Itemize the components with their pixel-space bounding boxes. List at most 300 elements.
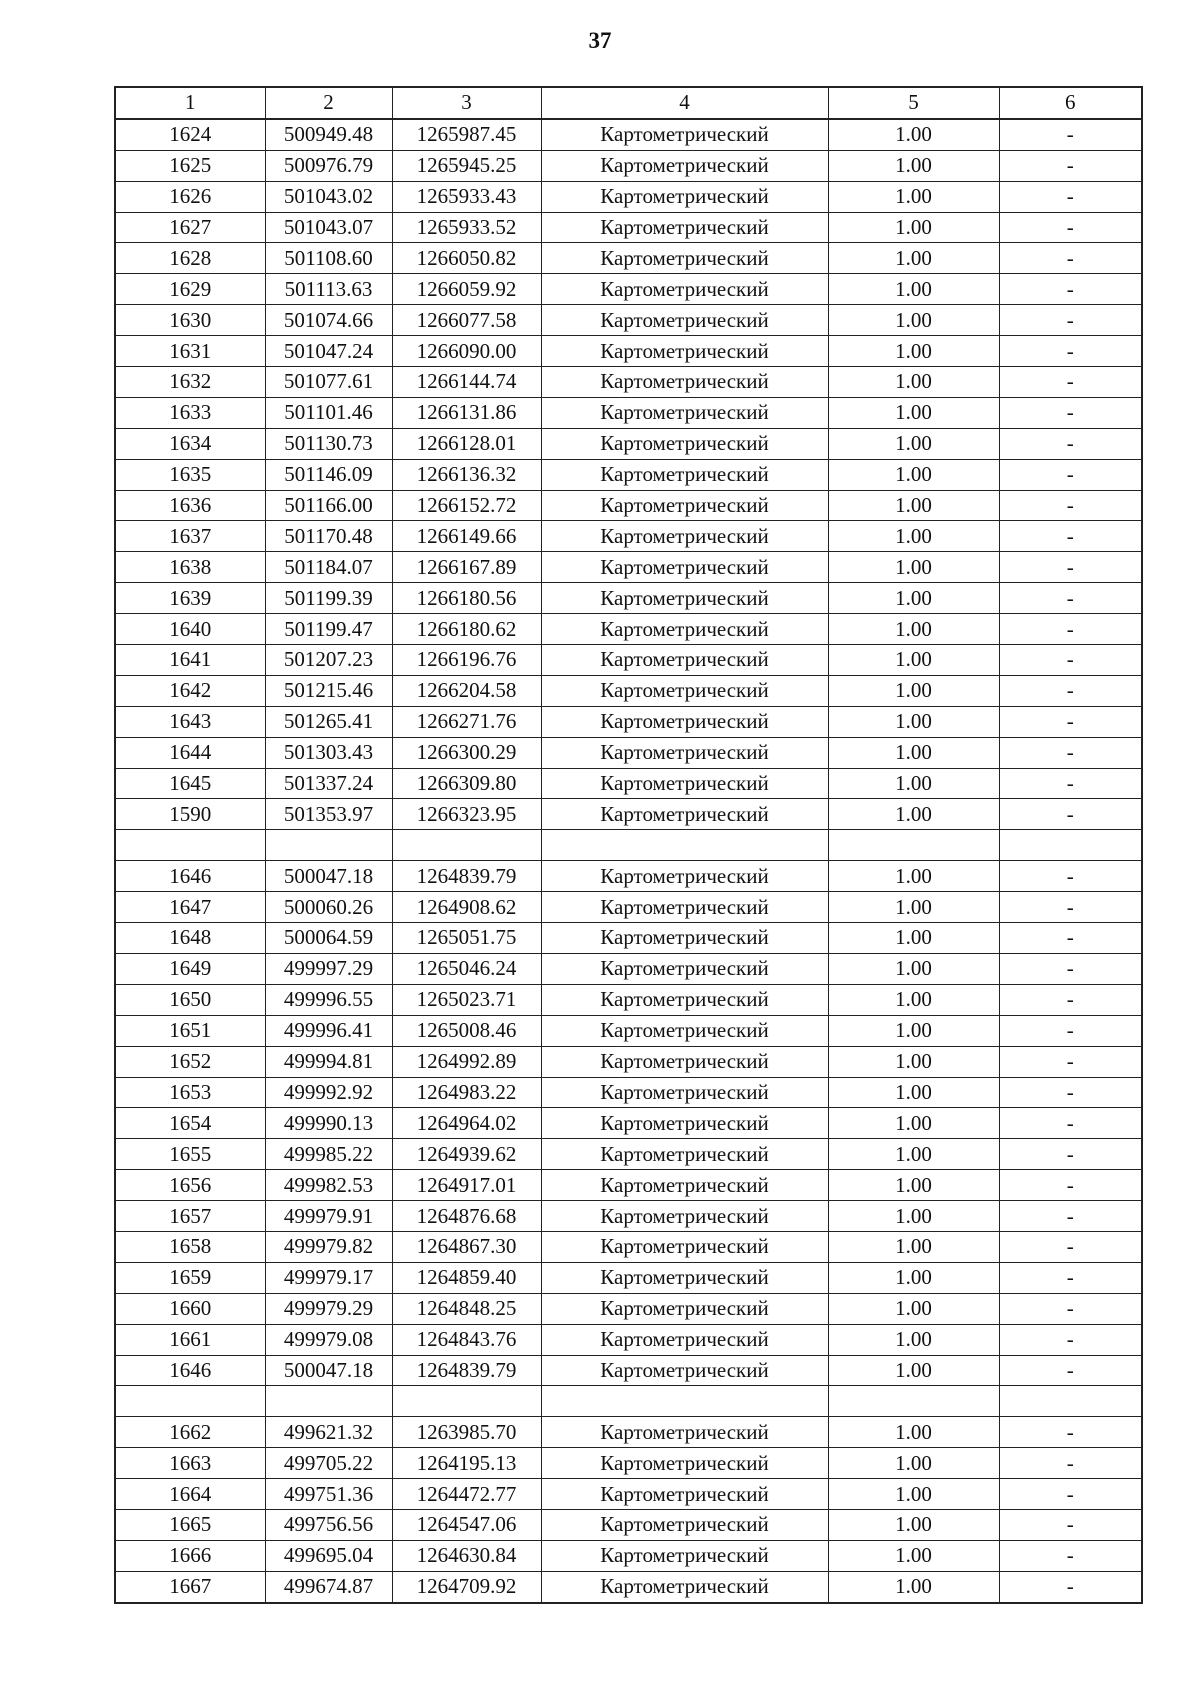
note-cell: - (999, 1293, 1142, 1324)
y-coordinate-cell: 1266323.95 (392, 799, 541, 830)
note-cell: - (999, 212, 1142, 243)
accuracy-cell: 1.00 (828, 1417, 999, 1448)
method-cell: Картометрический (541, 923, 828, 954)
method-cell: Картометрический (541, 212, 828, 243)
method-cell: Картометрический (541, 737, 828, 768)
x-coordinate-cell: 501043.02 (265, 181, 392, 212)
accuracy-cell: 1.00 (828, 428, 999, 459)
table-row (115, 521, 1142, 552)
point-number-cell: 1657 (115, 1201, 265, 1232)
y-coordinate-cell: 1264859.40 (392, 1262, 541, 1293)
y-coordinate-cell: 1265987.45 (392, 119, 541, 150)
accuracy-cell: 1.00 (828, 181, 999, 212)
table-row (115, 583, 1142, 614)
point-number-cell: 1640 (115, 614, 265, 645)
table-row (115, 1046, 1142, 1077)
method-cell: Картометрический (541, 1015, 828, 1046)
accuracy-cell: 1.00 (828, 490, 999, 521)
y-coordinate-cell: 1264908.62 (392, 892, 541, 923)
method-cell: Картометрический (541, 243, 828, 274)
coordinates-table (114, 86, 1143, 1604)
note-cell: - (999, 150, 1142, 181)
point-number-cell: 1662 (115, 1417, 265, 1448)
accuracy-cell: 1.00 (828, 521, 999, 552)
accuracy-cell: 1.00 (828, 1108, 999, 1139)
point-number-cell (115, 1386, 265, 1417)
table-body (115, 119, 1142, 1603)
x-coordinate-cell: 501265.41 (265, 706, 392, 737)
x-coordinate-cell: 500060.26 (265, 892, 392, 923)
x-coordinate-cell: 500047.18 (265, 1355, 392, 1386)
table-row (115, 1170, 1142, 1201)
accuracy-cell: 1.00 (828, 984, 999, 1015)
table-row (115, 490, 1142, 521)
y-coordinate-cell: 1265008.46 (392, 1015, 541, 1046)
y-coordinate-cell: 1264867.30 (392, 1231, 541, 1262)
point-number-cell: 1624 (115, 119, 265, 150)
x-coordinate-cell: 501047.24 (265, 336, 392, 367)
y-coordinate-cell: 1266136.32 (392, 459, 541, 490)
note-cell: - (999, 675, 1142, 706)
point-number-cell: 1633 (115, 397, 265, 428)
method-cell: Картометрический (541, 552, 828, 583)
accuracy-cell: 1.00 (828, 1015, 999, 1046)
accuracy-cell: 1.00 (828, 1355, 999, 1386)
note-cell: - (999, 428, 1142, 459)
column-header: 2 (265, 87, 392, 119)
y-coordinate-cell: 1266059.92 (392, 274, 541, 305)
accuracy-cell: 1.00 (828, 1077, 999, 1108)
method-cell: Картометрический (541, 397, 828, 428)
x-coordinate-cell: 500064.59 (265, 923, 392, 954)
table-row (115, 1139, 1142, 1170)
y-coordinate-cell: 1266204.58 (392, 675, 541, 706)
point-number-cell: 1649 (115, 953, 265, 984)
point-number-cell: 1663 (115, 1448, 265, 1479)
point-number-cell: 1646 (115, 1355, 265, 1386)
accuracy-cell: 1.00 (828, 614, 999, 645)
table-row (115, 1417, 1142, 1448)
method-cell: Картометрический (541, 1417, 828, 1448)
table-row (115, 1571, 1142, 1602)
table-row (115, 923, 1142, 954)
x-coordinate-cell: 499979.29 (265, 1293, 392, 1324)
table-row (115, 274, 1142, 305)
table-row (115, 1262, 1142, 1293)
accuracy-cell: 1.00 (828, 243, 999, 274)
x-coordinate-cell: 501130.73 (265, 428, 392, 459)
table-row (115, 1355, 1142, 1386)
method-cell: Картометрический (541, 1355, 828, 1386)
y-coordinate-cell: 1264917.01 (392, 1170, 541, 1201)
table-row (115, 336, 1142, 367)
y-coordinate-cell: 1266271.76 (392, 706, 541, 737)
method-cell: Картометрический (541, 1170, 828, 1201)
x-coordinate-cell: 499695.04 (265, 1540, 392, 1571)
y-coordinate-cell: 1264709.92 (392, 1571, 541, 1602)
point-number-cell: 1648 (115, 923, 265, 954)
note-cell: - (999, 274, 1142, 305)
x-coordinate-cell: 501146.09 (265, 459, 392, 490)
y-coordinate-cell: 1264964.02 (392, 1108, 541, 1139)
point-number-cell: 1635 (115, 459, 265, 490)
y-coordinate-cell: 1265023.71 (392, 984, 541, 1015)
y-coordinate-cell: 1265051.75 (392, 923, 541, 954)
x-coordinate-cell: 501353.97 (265, 799, 392, 830)
y-coordinate-cell: 1265945.25 (392, 150, 541, 181)
accuracy-cell: 1.00 (828, 1293, 999, 1324)
table-row (115, 830, 1142, 861)
x-coordinate-cell: 499982.53 (265, 1170, 392, 1201)
method-cell: Картометрический (541, 459, 828, 490)
table-row (115, 1108, 1142, 1139)
table-row (115, 243, 1142, 274)
method-cell: Картометрический (541, 336, 828, 367)
table-row (115, 428, 1142, 459)
y-coordinate-cell: 1264992.89 (392, 1046, 541, 1077)
y-coordinate-cell: 1264983.22 (392, 1077, 541, 1108)
point-number-cell: 1631 (115, 336, 265, 367)
point-number-cell: 1660 (115, 1293, 265, 1324)
table-row (115, 861, 1142, 892)
x-coordinate-cell: 499979.17 (265, 1262, 392, 1293)
method-cell: Картометрический (541, 1231, 828, 1262)
x-coordinate-cell: 499756.56 (265, 1509, 392, 1540)
accuracy-cell: 1.00 (828, 552, 999, 583)
column-header: 4 (541, 87, 828, 119)
y-coordinate-cell: 1265933.52 (392, 212, 541, 243)
note-cell: - (999, 1046, 1142, 1077)
note-cell: - (999, 1139, 1142, 1170)
method-cell: Картометрический (541, 768, 828, 799)
y-coordinate-cell: 1264939.62 (392, 1139, 541, 1170)
x-coordinate-cell: 501101.46 (265, 397, 392, 428)
method-cell: Картометрический (541, 1139, 828, 1170)
note-cell: - (999, 305, 1142, 336)
x-coordinate-cell: 499996.55 (265, 984, 392, 1015)
accuracy-cell: 1.00 (828, 1170, 999, 1201)
x-coordinate-cell: 501113.63 (265, 274, 392, 305)
point-number-cell: 1646 (115, 861, 265, 892)
table-row (115, 1015, 1142, 1046)
note-cell: - (999, 953, 1142, 984)
x-coordinate-cell: 501184.07 (265, 552, 392, 583)
method-cell: Картометрический (541, 645, 828, 676)
x-coordinate-cell: 501166.00 (265, 490, 392, 521)
table-row (115, 1324, 1142, 1355)
method-cell: Картометрический (541, 490, 828, 521)
y-coordinate-cell: 1264876.68 (392, 1201, 541, 1232)
table-row (115, 799, 1142, 830)
point-number-cell (115, 830, 265, 861)
note-cell: - (999, 367, 1142, 398)
y-coordinate-cell: 1266144.74 (392, 367, 541, 398)
note-cell: - (999, 1015, 1142, 1046)
table-row (115, 212, 1142, 243)
table-row (115, 1479, 1142, 1510)
method-cell: Картометрический (541, 428, 828, 459)
accuracy-cell (828, 830, 999, 861)
point-number-cell: 1647 (115, 892, 265, 923)
y-coordinate-cell: 1265933.43 (392, 181, 541, 212)
x-coordinate-cell (265, 830, 392, 861)
note-cell: - (999, 1324, 1142, 1355)
note-cell (999, 830, 1142, 861)
accuracy-cell: 1.00 (828, 367, 999, 398)
method-cell: Картометрический (541, 1448, 828, 1479)
point-number-cell: 1636 (115, 490, 265, 521)
accuracy-cell: 1.00 (828, 1479, 999, 1510)
note-cell: - (999, 799, 1142, 830)
method-cell: Картометрический (541, 1509, 828, 1540)
x-coordinate-cell: 500047.18 (265, 861, 392, 892)
note-cell: - (999, 119, 1142, 150)
point-number-cell: 1661 (115, 1324, 265, 1355)
point-number-cell: 1638 (115, 552, 265, 583)
point-number-cell: 1658 (115, 1231, 265, 1262)
y-coordinate-cell: 1266131.86 (392, 397, 541, 428)
table-row (115, 614, 1142, 645)
method-cell: Картометрический (541, 1046, 828, 1077)
accuracy-cell: 1.00 (828, 923, 999, 954)
note-cell: - (999, 1417, 1142, 1448)
point-number-cell: 1630 (115, 305, 265, 336)
point-number-cell: 1641 (115, 645, 265, 676)
point-number-cell: 1666 (115, 1540, 265, 1571)
table-row (115, 953, 1142, 984)
method-cell: Картометрический (541, 1262, 828, 1293)
method-cell: Картометрический (541, 274, 828, 305)
x-coordinate-cell: 499751.36 (265, 1479, 392, 1510)
note-cell: - (999, 459, 1142, 490)
table-row (115, 892, 1142, 923)
note-cell: - (999, 1571, 1142, 1602)
table-row (115, 706, 1142, 737)
note-cell: - (999, 923, 1142, 954)
table-row (115, 768, 1142, 799)
note-cell: - (999, 737, 1142, 768)
table-row (115, 984, 1142, 1015)
y-coordinate-cell: 1266167.89 (392, 552, 541, 583)
note-cell: - (999, 1170, 1142, 1201)
note-cell: - (999, 1262, 1142, 1293)
method-cell: Картометрический (541, 521, 828, 552)
table-row (115, 119, 1142, 150)
note-cell: - (999, 892, 1142, 923)
point-number-cell: 1656 (115, 1170, 265, 1201)
method-cell: Картометрический (541, 799, 828, 830)
y-coordinate-cell: 1263985.70 (392, 1417, 541, 1448)
note-cell: - (999, 1355, 1142, 1386)
x-coordinate-cell: 501199.47 (265, 614, 392, 645)
method-cell: Картометрический (541, 953, 828, 984)
note-cell: - (999, 552, 1142, 583)
method-cell: Картометрический (541, 1540, 828, 1571)
accuracy-cell: 1.00 (828, 675, 999, 706)
note-cell: - (999, 181, 1142, 212)
table-row (115, 1448, 1142, 1479)
accuracy-cell: 1.00 (828, 1571, 999, 1602)
table-row (115, 305, 1142, 336)
accuracy-cell: 1.00 (828, 1139, 999, 1170)
method-cell: Картометрический (541, 1571, 828, 1602)
y-coordinate-cell: 1266180.56 (392, 583, 541, 614)
accuracy-cell: 1.00 (828, 274, 999, 305)
method-cell: Картометрический (541, 675, 828, 706)
table-row (115, 1540, 1142, 1571)
x-coordinate-cell: 499994.81 (265, 1046, 392, 1077)
accuracy-cell: 1.00 (828, 1262, 999, 1293)
note-cell: - (999, 768, 1142, 799)
y-coordinate-cell: 1266180.62 (392, 614, 541, 645)
x-coordinate-cell: 501077.61 (265, 367, 392, 398)
y-coordinate-cell: 1264839.79 (392, 861, 541, 892)
x-coordinate-cell: 499674.87 (265, 1571, 392, 1602)
x-coordinate-cell: 499997.29 (265, 953, 392, 984)
accuracy-cell: 1.00 (828, 1540, 999, 1571)
x-coordinate-cell: 501074.66 (265, 305, 392, 336)
x-coordinate-cell: 501199.39 (265, 583, 392, 614)
accuracy-cell: 1.00 (828, 892, 999, 923)
accuracy-cell: 1.00 (828, 1448, 999, 1479)
point-number-cell: 1655 (115, 1139, 265, 1170)
y-coordinate-cell: 1266196.76 (392, 645, 541, 676)
x-coordinate-cell: 501215.46 (265, 675, 392, 706)
point-number-cell: 1639 (115, 583, 265, 614)
method-cell: Картометрический (541, 1201, 828, 1232)
point-number-cell: 1665 (115, 1509, 265, 1540)
y-coordinate-cell: 1266077.58 (392, 305, 541, 336)
table-row (115, 459, 1142, 490)
point-number-cell: 1629 (115, 274, 265, 305)
method-cell: Картометрический (541, 119, 828, 150)
accuracy-cell: 1.00 (828, 583, 999, 614)
point-number-cell: 1652 (115, 1046, 265, 1077)
accuracy-cell: 1.00 (828, 799, 999, 830)
y-coordinate-cell: 1266309.80 (392, 768, 541, 799)
column-header: 6 (999, 87, 1142, 119)
accuracy-cell: 1.00 (828, 768, 999, 799)
point-number-cell: 1651 (115, 1015, 265, 1046)
x-coordinate-cell: 500949.48 (265, 119, 392, 150)
accuracy-cell: 1.00 (828, 336, 999, 367)
point-number-cell: 1653 (115, 1077, 265, 1108)
accuracy-cell: 1.00 (828, 119, 999, 150)
point-number-cell: 1634 (115, 428, 265, 459)
accuracy-cell: 1.00 (828, 212, 999, 243)
x-coordinate-cell: 501303.43 (265, 737, 392, 768)
table-row (115, 1293, 1142, 1324)
x-coordinate-cell: 499705.22 (265, 1448, 392, 1479)
table-row (115, 150, 1142, 181)
note-cell: - (999, 861, 1142, 892)
y-coordinate-cell: 1264630.84 (392, 1540, 541, 1571)
method-cell: Картометрический (541, 305, 828, 336)
point-number-cell: 1642 (115, 675, 265, 706)
y-coordinate-cell (392, 1386, 541, 1417)
note-cell: - (999, 397, 1142, 428)
x-coordinate-cell (265, 1386, 392, 1417)
x-coordinate-cell: 501108.60 (265, 243, 392, 274)
accuracy-cell: 1.00 (828, 1046, 999, 1077)
accuracy-cell (828, 1386, 999, 1417)
table-row (115, 397, 1142, 428)
table-header-row (115, 87, 1142, 119)
point-number-cell: 1626 (115, 181, 265, 212)
method-cell: Картометрический (541, 1293, 828, 1324)
y-coordinate-cell: 1264472.77 (392, 1479, 541, 1510)
point-number-cell: 1637 (115, 521, 265, 552)
accuracy-cell: 1.00 (828, 645, 999, 676)
note-cell: - (999, 1201, 1142, 1232)
note-cell: - (999, 1479, 1142, 1510)
table-row (115, 1386, 1142, 1417)
note-cell: - (999, 1448, 1142, 1479)
method-cell: Картометрический (541, 614, 828, 645)
y-coordinate-cell: 1265046.24 (392, 953, 541, 984)
y-coordinate-cell: 1264547.06 (392, 1509, 541, 1540)
method-cell: Картометрический (541, 861, 828, 892)
y-coordinate-cell: 1266152.72 (392, 490, 541, 521)
point-number-cell: 1654 (115, 1108, 265, 1139)
x-coordinate-cell: 501337.24 (265, 768, 392, 799)
note-cell: - (999, 1540, 1142, 1571)
accuracy-cell: 1.00 (828, 953, 999, 984)
x-coordinate-cell: 501043.07 (265, 212, 392, 243)
method-cell: Картометрический (541, 1479, 828, 1510)
y-coordinate-cell: 1266300.29 (392, 737, 541, 768)
x-coordinate-cell: 499992.92 (265, 1077, 392, 1108)
accuracy-cell: 1.00 (828, 397, 999, 428)
accuracy-cell: 1.00 (828, 1231, 999, 1262)
note-cell: - (999, 521, 1142, 552)
x-coordinate-cell: 499979.91 (265, 1201, 392, 1232)
point-number-cell: 1625 (115, 150, 265, 181)
note-cell: - (999, 336, 1142, 367)
point-number-cell: 1645 (115, 768, 265, 799)
point-number-cell: 1590 (115, 799, 265, 830)
method-cell: Картометрический (541, 583, 828, 614)
method-cell: Картометрический (541, 150, 828, 181)
column-header: 5 (828, 87, 999, 119)
note-cell: - (999, 1077, 1142, 1108)
x-coordinate-cell: 501207.23 (265, 645, 392, 676)
accuracy-cell: 1.00 (828, 737, 999, 768)
method-cell: Картометрический (541, 984, 828, 1015)
point-number-cell: 1659 (115, 1262, 265, 1293)
x-coordinate-cell: 499979.08 (265, 1324, 392, 1355)
point-number-cell: 1667 (115, 1571, 265, 1602)
table-row (115, 645, 1142, 676)
note-cell: - (999, 645, 1142, 676)
accuracy-cell: 1.00 (828, 1324, 999, 1355)
point-number-cell: 1632 (115, 367, 265, 398)
table-row (115, 1231, 1142, 1262)
method-cell: Картометрический (541, 1077, 828, 1108)
y-coordinate-cell: 1264848.25 (392, 1293, 541, 1324)
y-coordinate-cell: 1266050.82 (392, 243, 541, 274)
point-number-cell: 1627 (115, 212, 265, 243)
note-cell: - (999, 583, 1142, 614)
x-coordinate-cell: 499979.82 (265, 1231, 392, 1262)
table-row (115, 181, 1142, 212)
x-coordinate-cell: 499985.22 (265, 1139, 392, 1170)
y-coordinate-cell: 1266090.00 (392, 336, 541, 367)
table-row (115, 367, 1142, 398)
y-coordinate-cell: 1264195.13 (392, 1448, 541, 1479)
note-cell: - (999, 243, 1142, 274)
note-cell: - (999, 490, 1142, 521)
